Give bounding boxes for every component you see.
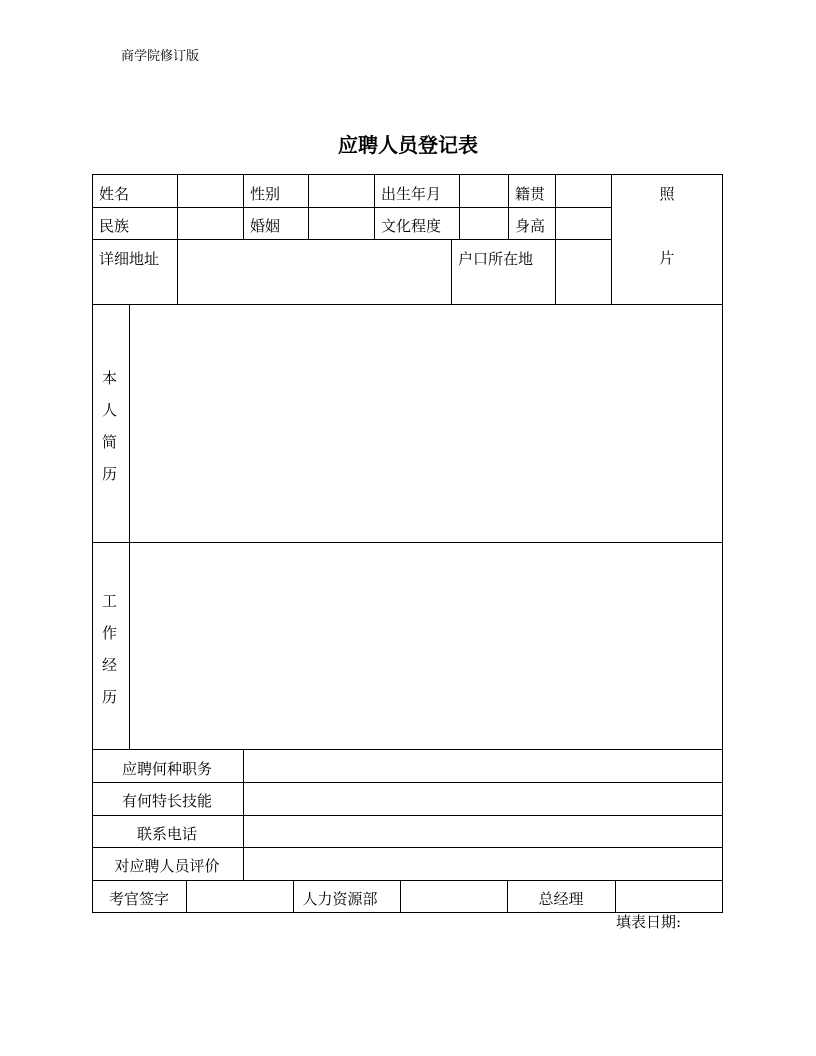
label-height: 身高	[515, 217, 546, 235]
fill-date: 填表日期:	[616, 913, 682, 931]
label-education: 文化程度	[381, 217, 442, 235]
resume-char: 本	[102, 369, 118, 387]
label-photo-2: 片	[659, 249, 675, 267]
label-position: 应聘何种职务	[121, 760, 213, 778]
resume-char: 历	[102, 465, 118, 483]
work-char: 经	[102, 656, 118, 674]
label-phone: 联系电话	[136, 825, 198, 843]
label-ethnicity: 民族	[99, 217, 130, 235]
resume-char: 人	[102, 401, 118, 419]
label-native-place: 籍贯	[515, 185, 546, 203]
label-gm: 总经理	[538, 890, 584, 908]
work-char: 工	[102, 592, 118, 610]
label-address: 详细地址	[99, 250, 160, 268]
label-marital: 婚姻	[250, 217, 281, 235]
form-title: 应聘人员登记表	[338, 133, 478, 157]
label-examiner: 考官签字	[108, 890, 170, 908]
label-skills: 有何特长技能	[121, 792, 213, 810]
label-birth: 出生年月	[381, 185, 442, 203]
label-photo-1: 照	[659, 185, 675, 203]
label-gender: 性别	[250, 185, 281, 203]
resume-char: 简	[102, 433, 118, 451]
label-hukou: 户口所在地	[458, 250, 534, 268]
work-char: 历	[102, 688, 118, 706]
label-name: 姓名	[99, 185, 130, 203]
label-evaluation: 对应聘人员评价	[114, 857, 220, 875]
label-hr: 人力资源部	[302, 890, 378, 908]
work-char: 作	[102, 624, 118, 642]
header-note: 商学院修订版	[121, 49, 200, 64]
